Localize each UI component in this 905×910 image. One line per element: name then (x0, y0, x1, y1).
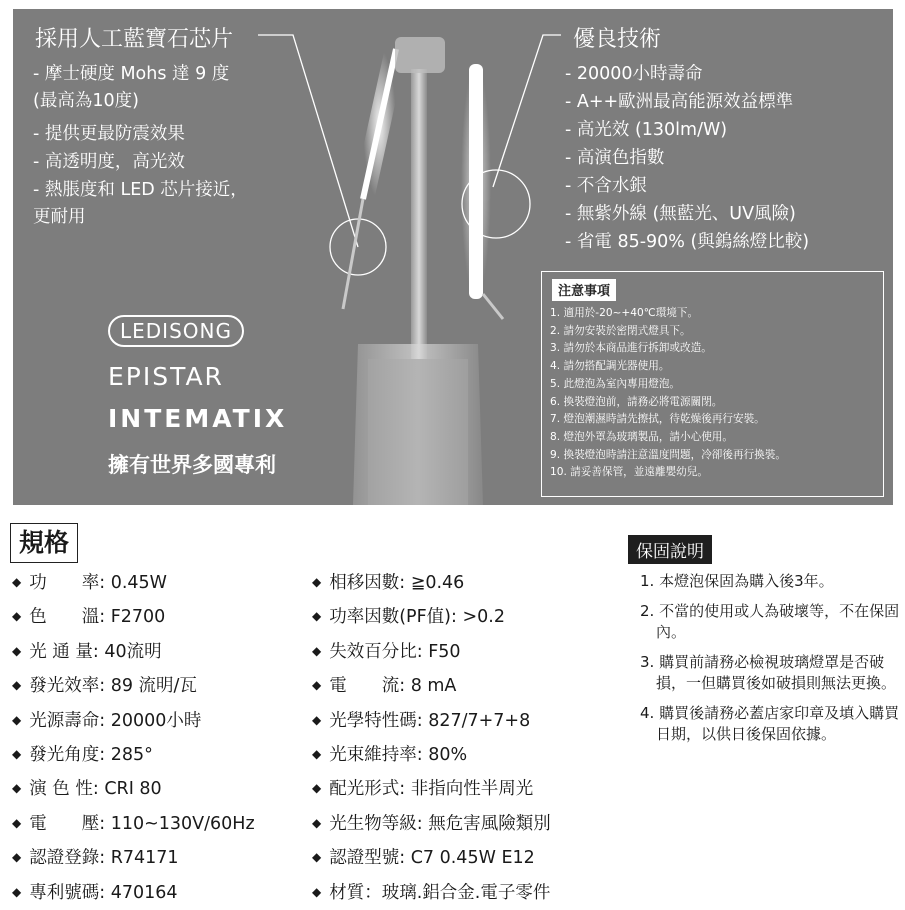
diamond-bullet-icon: ◆ (312, 575, 322, 589)
warranty-title: 保固說明 (628, 535, 712, 564)
diamond-bullet-icon: ◆ (12, 712, 22, 727)
notice-item: 3. 請勿於本商品進行拆卸或改造。 (550, 342, 712, 355)
diamond-bullet-icon: ◆ (12, 815, 22, 830)
left-feature-item: - 摩士硬度 Mohs 達 9 度 (33, 64, 230, 84)
spec-item: ◆ 光生物等級: 無危害風險類別 (312, 813, 551, 834)
spec-item: ◆ 光源壽命: 20000小時 (12, 710, 202, 731)
warranty-item: 3. 購買前請務必檢視玻璃燈罩是否破損，一但購買後如破損則無法更換。 (640, 653, 897, 692)
right-feature-heading: 優良技術 (573, 27, 662, 52)
spec-item: ◆ 演 色 性: CRI 80 (12, 779, 162, 800)
spec-item: ◆ 光學特性碼: 827/7+7+8 (312, 710, 531, 731)
notice-item: 1. 適用於-20~+40℃環境下。 (550, 307, 699, 319)
diamond-bullet-icon: ◆ (12, 884, 22, 899)
spec-item: ◆ 發光角度: 285° (12, 745, 153, 766)
diamond-bullet-icon: ◆ (312, 678, 322, 693)
spec-item: ◆ 光 通 量: 40流明 (12, 641, 162, 662)
right-feature-item: - 20000小時壽命 (565, 64, 703, 84)
notice-box (541, 271, 884, 497)
notice-item: 6. 換裝燈泡前，請務必將電源關閉。 (550, 395, 723, 408)
notice-item: 2. 請勿安裝於密閉式燈具下。 (550, 324, 691, 337)
diamond-bullet-icon: ◆ (312, 781, 322, 796)
notice-item: 8. 燈泡外罩為玻璃製品，請小心使用。 (550, 430, 733, 443)
left-feature-heading: 採用人工藍寶石芯片 (35, 27, 234, 52)
right-feature-item: - A++歐洲最高能源效益標準 (565, 92, 794, 112)
spec-item: ◆ 認證型號: C7 0.45W E12 (312, 848, 535, 869)
right-feature-item: - 高演色指數 (565, 148, 665, 168)
spec-item: ◆ 材質：玻璃.鋁合金.電子零件 (312, 882, 551, 903)
specs-left-list (12, 566, 255, 910)
warranty-list (640, 571, 900, 754)
specs-right-list (312, 566, 551, 910)
diamond-bullet-icon: ◆ (312, 609, 322, 624)
diamond-bullet-icon: ◆ (12, 850, 22, 865)
left-feature-item: - 熱脹度和 LED 芯片接近， (33, 180, 248, 200)
spec-item: ◆ 發光效率: 89 流明/瓦 (12, 676, 197, 697)
spec-item: ◆ 配光形式: 非指向性半周光 (312, 779, 534, 800)
specs-title: 規格 (10, 523, 78, 563)
patent-text: 擁有世界多國專利 (108, 453, 276, 477)
diamond-bullet-icon: ◆ (12, 747, 22, 762)
right-feature-item: - 高光效 (130lm/W) (565, 120, 728, 140)
notice-title: 注意事項 (552, 279, 616, 301)
notice-item: 9. 換裝燈泡時請注意溫度問題，冷卻後再行換裝。 (550, 448, 786, 461)
spec-item: ◆ 電 流: 8 mA (312, 676, 457, 697)
spec-item: ◆ 認證登錄: R74171 (12, 848, 179, 869)
diamond-bullet-icon: ◆ (312, 850, 322, 865)
notice-item: 7. 燈泡潮濕時請先擦拭，待乾燥後再行安裝。 (550, 413, 765, 426)
diamond-bullet-icon: ◆ (12, 575, 22, 589)
spec-item: ◆ 專利號碼: 470164 (12, 882, 178, 903)
left-feature-item: (最高為10度) (33, 91, 139, 111)
left-feature-item: - 高透明度，高光效 (33, 152, 185, 172)
diamond-bullet-icon: ◆ (312, 747, 322, 762)
warranty-item: 2. 不當的使用或人為破壞等，不在保固內。 (640, 602, 900, 641)
left-feature-item: 更耐用 (33, 207, 86, 227)
diamond-bullet-icon: ◆ (312, 643, 322, 658)
warranty-item: 1. 本燈泡保固為購入後3年。 (640, 572, 834, 590)
spec-item: ◆ 功率因數(PF值): >0.2 (312, 607, 505, 628)
right-feature-item: - 省電 85-90% (與鎢絲燈比較) (565, 232, 810, 252)
notice-item: 4. 請勿搭配調光器使用。 (550, 360, 670, 373)
intematix-logo: INTEMATIX (108, 404, 288, 433)
epistar-logo: EPISTAR (108, 362, 224, 391)
spec-item: ◆ 光束維持率: 80% (312, 745, 468, 766)
spec-item: ◆ 色 溫: F2700 (12, 607, 166, 628)
diamond-bullet-icon: ◆ (12, 643, 22, 658)
diamond-bullet-icon: ◆ (312, 884, 322, 899)
ledisong-logo: LEDISONG (108, 315, 244, 347)
spec-item: ◆ 失效百分比: F50 (312, 641, 461, 662)
spec-item: ◆ 相移因數: ≧0.46 (312, 573, 465, 593)
feature-panel (13, 9, 893, 505)
notice-item: 10. 請妥善保管，並遠離嬰幼兒。 (550, 466, 708, 479)
left-feature-item: - 提供更最防震效果 (33, 124, 185, 144)
diamond-bullet-icon: ◆ (12, 678, 22, 693)
right-feature-item: - 不含水銀 (565, 176, 647, 196)
diamond-bullet-icon: ◆ (312, 815, 322, 830)
notice-item: 5. 此燈泡為室內專用燈泡。 (550, 377, 681, 390)
warranty-item: 4. 購買後請務必蓋店家印章及填入購買日期，以供日後保固依據。 (640, 704, 900, 743)
spec-item: ◆ 功 率: 0.45W (12, 573, 167, 593)
right-feature-item: - 無紫外線 (無藍光、UV風險) (565, 204, 796, 224)
diamond-bullet-icon: ◆ (12, 781, 22, 796)
spec-item: ◆ 電 壓: 110~130V/60Hz (12, 813, 255, 834)
diamond-bullet-icon: ◆ (312, 712, 322, 727)
diamond-bullet-icon: ◆ (12, 609, 22, 624)
